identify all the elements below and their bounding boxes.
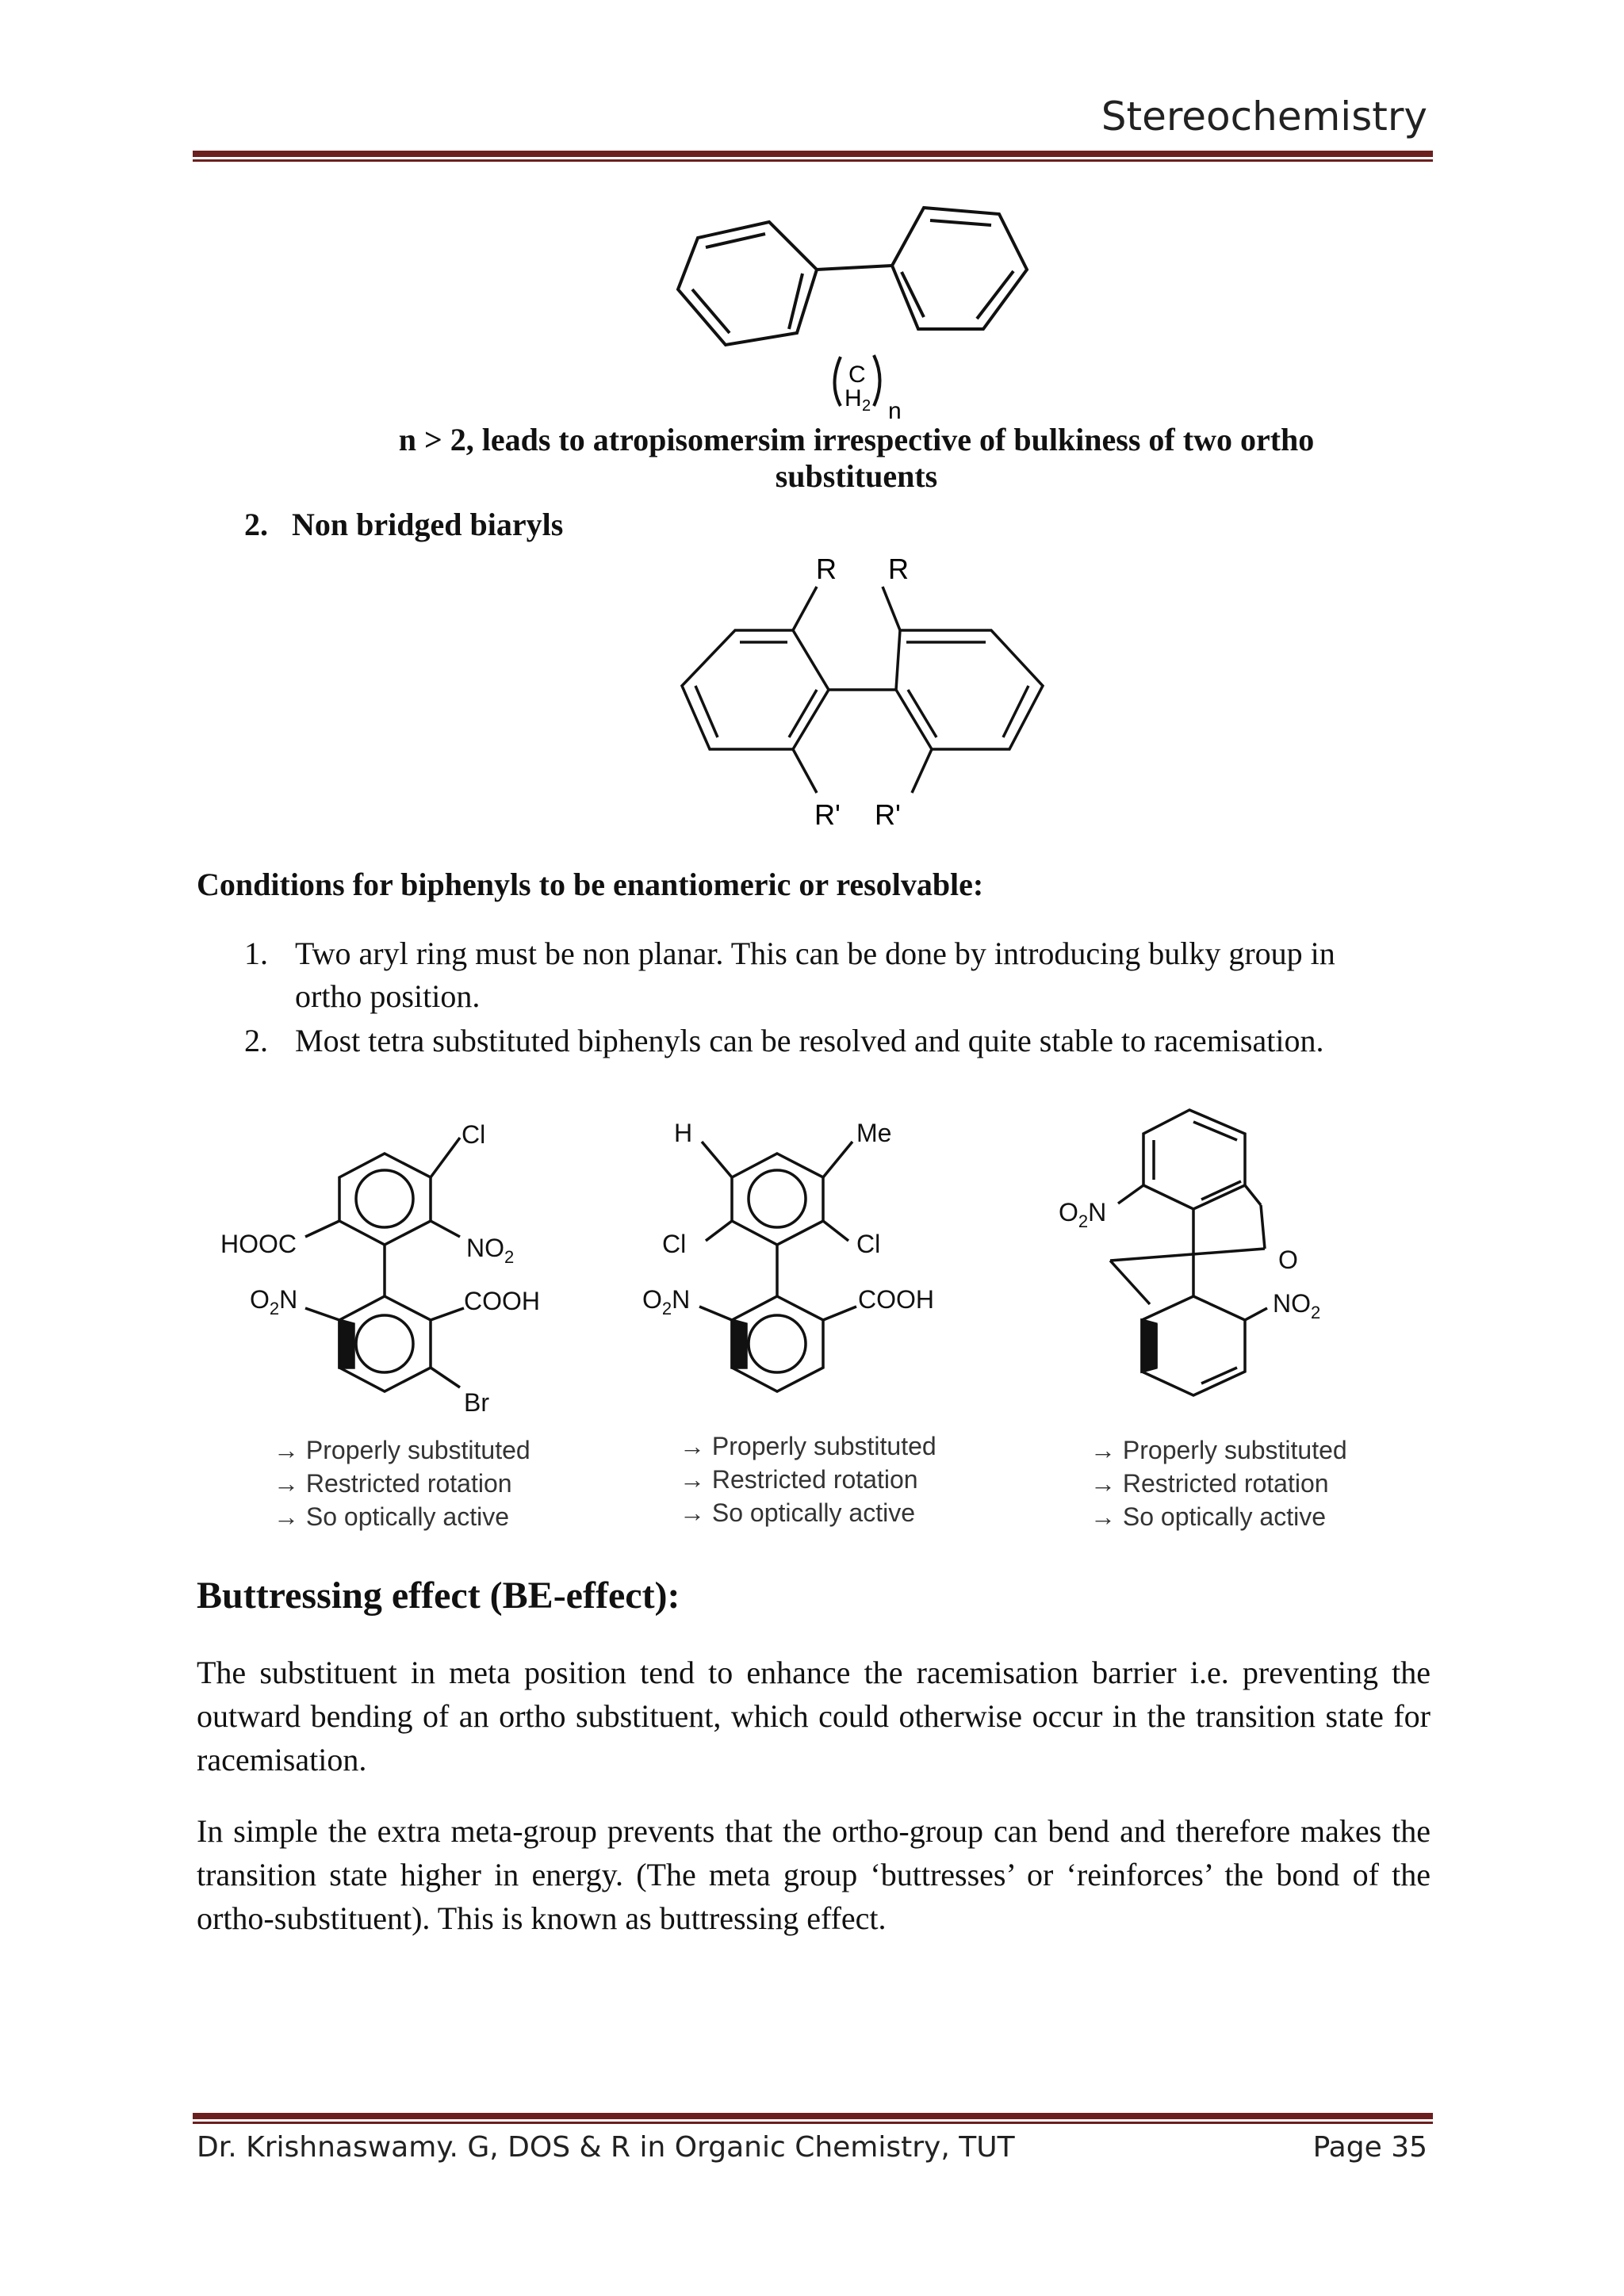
section-2-heading bbox=[244, 506, 563, 543]
footer-page-number: Page 35 bbox=[1312, 2131, 1427, 2164]
m1-no2-label: $NO_2$ bbox=[466, 1234, 515, 1267]
example-molecule-1 bbox=[305, 1138, 464, 1391]
section-2-title: Non bridged biaryls bbox=[292, 507, 564, 542]
bridge-carbon-label: C bbox=[848, 362, 866, 388]
condition-item-2 bbox=[244, 1020, 1434, 1067]
footer-rule bbox=[193, 2113, 1433, 2124]
m3-note-1: → Properly substituted bbox=[1090, 1436, 1347, 1464]
buttressing-heading: Buttressing effect (BE-effect): bbox=[197, 1575, 680, 1617]
condition-item-1 bbox=[244, 932, 1434, 980]
example-molecule-2 bbox=[699, 1142, 856, 1391]
tetra-substituted-biphenyl-examples bbox=[206, 1094, 1411, 1538]
page-header-title: Stereochemistry bbox=[1101, 94, 1427, 140]
figure-caption bbox=[333, 422, 1380, 495]
non-bridged-biaryl-structure bbox=[670, 547, 1059, 840]
m2-note-3: → So optically active bbox=[680, 1498, 916, 1527]
m1-cl-label: Cl bbox=[462, 1120, 486, 1149]
m2-me-label: Me bbox=[856, 1119, 892, 1147]
bridge-hydrogen-label: H bbox=[845, 385, 862, 411]
condition-item-1-continued bbox=[244, 975, 1434, 1023]
condition-number: 2. bbox=[244, 1023, 268, 1058]
caption-line-2: substituents bbox=[775, 458, 938, 494]
m1-note-2: → Restricted rotation bbox=[274, 1469, 512, 1498]
condition-text: Two aryl ring must be non planar. This can be done by introducing bulky group in bbox=[295, 936, 1335, 971]
conditions-heading: Conditions for biphenyls to be enantiomeric or resolvable: bbox=[197, 867, 984, 902]
m2-note-1: → Properly substituted bbox=[680, 1432, 936, 1460]
substituent-r-left: R bbox=[816, 553, 837, 585]
bridge-n-label: n bbox=[888, 398, 902, 424]
bridged-biaryl-structure bbox=[666, 198, 1047, 428]
buttressing-paragraph-1: The substituent in meta position tend to enhance the racemisation barrier i.e. preventing the outward bending of an ortho substituent, which could otherwise occur in the transition state for racemisation. bbox=[197, 1655, 1431, 1777]
m3-carbonyl-o-label: O bbox=[1278, 1246, 1298, 1274]
condition-text: Most tetra substituted biphenyls can be resolved and quite stable to racemisation. bbox=[295, 1023, 1324, 1058]
m1-note-3: → So optically active bbox=[274, 1502, 510, 1531]
substituent-r-right: R bbox=[888, 553, 909, 585]
condition-number: 1. bbox=[244, 936, 268, 971]
m3-note-3: → So optically active bbox=[1090, 1502, 1327, 1531]
substituent-r-prime-right: R' bbox=[875, 798, 901, 831]
caption-line-1: n > 2, leads to atropisomersim irrespective of bulkiness of two ortho bbox=[398, 422, 1315, 457]
condition-text-continued: ortho position. bbox=[295, 978, 481, 1014]
header-rule bbox=[193, 151, 1433, 162]
buttressing-paragraph-2: In simple the extra meta-group prevents that the ortho-group can bend and therefore makes the transition state higher in energy. (The meta group ‘buttresses’ or ‘reinforces’ the bond of the ortho-substituent). This is known as buttressing effect. bbox=[197, 1813, 1431, 1936]
m2-cl-right-label: Cl bbox=[856, 1230, 881, 1258]
m2-note-2: → Restricted rotation bbox=[680, 1465, 918, 1494]
m1-cooh-label: COOH bbox=[464, 1287, 540, 1315]
m3-note-2: → Restricted rotation bbox=[1090, 1469, 1329, 1498]
example-molecule-3 bbox=[1110, 1110, 1267, 1395]
m3-no2-label: $NO_2$ bbox=[1273, 1289, 1321, 1322]
m3-o2n-label: $O_2N$ bbox=[1059, 1198, 1107, 1231]
m1-hooc-label: HOOC bbox=[220, 1230, 297, 1258]
substituent-r-prime-left: R' bbox=[814, 798, 841, 831]
m2-cl-left-label: Cl bbox=[662, 1230, 687, 1258]
m2-o2n-label: $O_2N$ bbox=[642, 1285, 691, 1318]
m1-note-1: → Properly substituted bbox=[274, 1436, 530, 1464]
m1-br-label: Br bbox=[464, 1388, 489, 1417]
m1-o2n-label: $O_2N$ bbox=[250, 1285, 298, 1318]
bridge-subscript-2: 2 bbox=[862, 397, 871, 415]
m2-h-label: H bbox=[674, 1119, 693, 1147]
footer-author: Dr. Krishnaswamy. G, DOS & R in Organic Chemistry, TUT bbox=[197, 2131, 1015, 2164]
section-2-number: 2. bbox=[244, 507, 268, 542]
m2-cooh-label: COOH bbox=[858, 1285, 934, 1314]
